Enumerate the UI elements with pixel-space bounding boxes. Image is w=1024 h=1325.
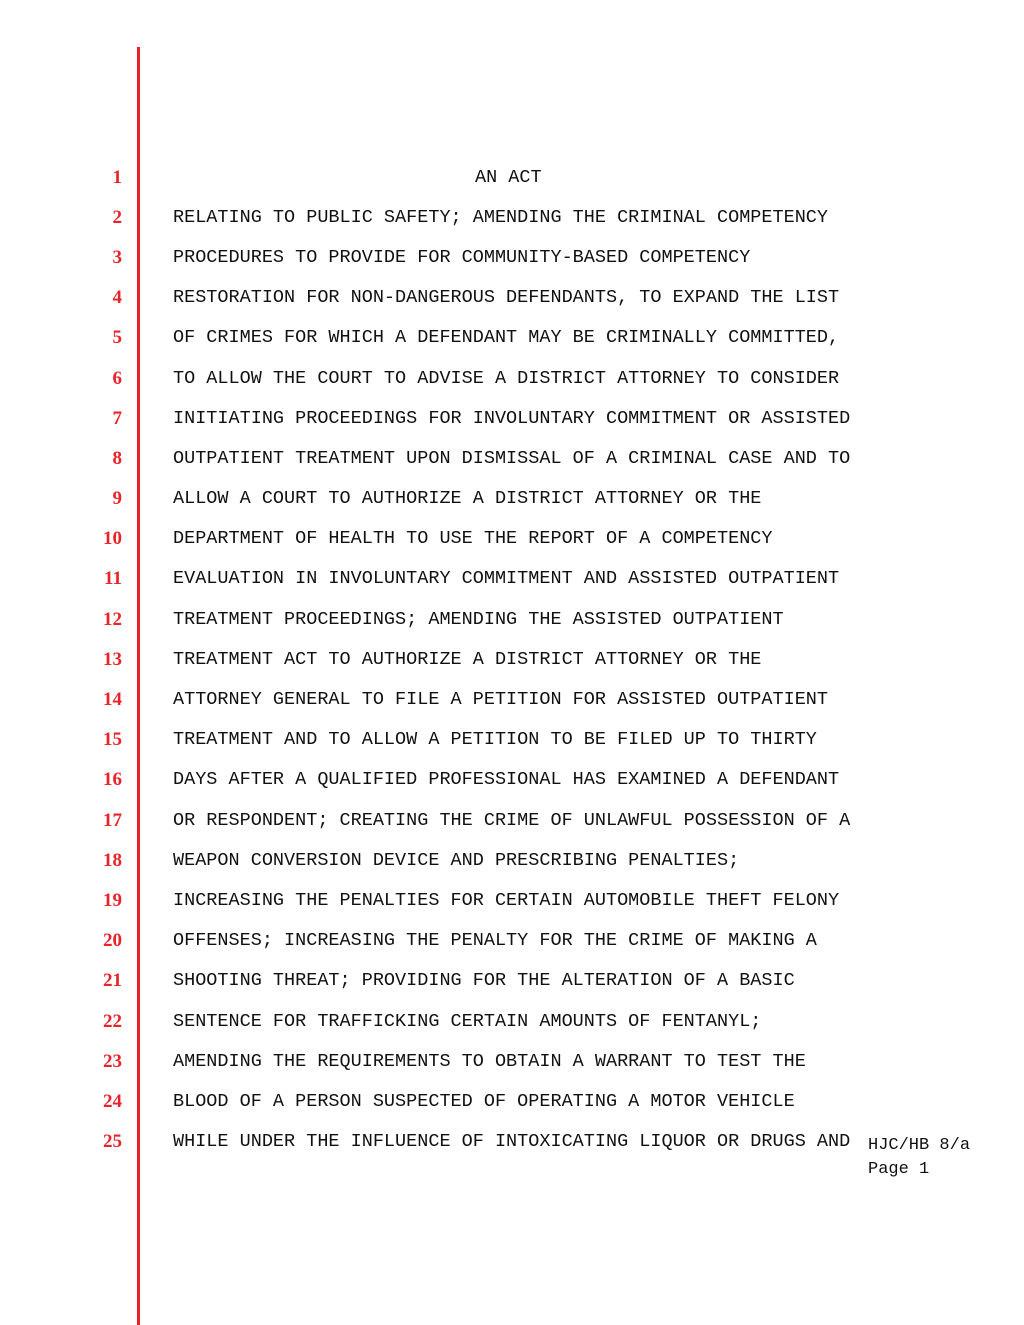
text-line: ALLOW A COURT TO AUTHORIZE A DISTRICT ATTORNEY OR THE [173,488,762,509]
line-number: 11 [104,568,122,589]
line-number: 14 [103,689,122,710]
line-number: 10 [103,528,122,549]
line-number: 15 [103,729,122,750]
text-line: TREATMENT AND TO ALLOW A PETITION TO BE FILED UP TO THIRTY [173,729,817,750]
line-number: 21 [103,970,122,991]
line-number: 23 [103,1051,122,1072]
line-number: 20 [103,930,122,951]
text-line: RELATING TO PUBLIC SAFETY; AMENDING THE CRIMINAL COMPETENCY [173,207,829,228]
line-number: 18 [103,850,122,871]
text-line: INCREASING THE PENALTIES FOR CERTAIN AUTOMOBILE THEFT FELONY [173,890,840,911]
line-number: 24 [103,1091,122,1112]
text-line: WHILE UNDER THE INFLUENCE OF INTOXICATING LIQUOR OR DRUGS AND [173,1131,851,1152]
text-line: RESTORATION FOR NON-DANGEROUS DEFENDANTS, TO EXPAND THE LIST [173,287,840,308]
text-line: TO ALLOW THE COURT TO ADVISE A DISTRICT ATTORNEY TO CONSIDER [173,368,840,389]
line-number: 19 [103,890,122,911]
text-line: AMENDING THE REQUIREMENTS TO OBTAIN A WARRANT TO TEST THE [173,1051,806,1072]
line-number: 5 [112,327,122,348]
line-number: 9 [112,488,122,509]
text-line: SENTENCE FOR TRAFFICKING CERTAIN AMOUNTS OF FENTANYL; [173,1011,762,1032]
text-line: DAYS AFTER A QUALIFIED PROFESSIONAL HAS EXAMINED A DEFENDANT [173,769,840,790]
line-number: 12 [103,609,122,630]
text-line: EVALUATION IN INVOLUNTARY COMMITMENT AND ASSISTED OUTPATIENT [173,568,840,589]
line-number: 13 [103,649,122,670]
text-line: PROCEDURES TO PROVIDE FOR COMMUNITY-BASED COMPETENCY [173,247,751,268]
line-number: 6 [112,368,122,389]
margin-rule [137,47,140,1325]
text-line: OR RESPONDENT; CREATING THE CRIME OF UNLAWFUL POSSESSION OF A [173,810,851,831]
line-number: 4 [112,287,122,308]
text-line: OF CRIMES FOR WHICH A DEFENDANT MAY BE CRIMINALLY COMMITTED, [173,327,840,348]
line-number: 3 [112,247,122,268]
text-line: WEAPON CONVERSION DEVICE AND PRESCRIBING PENALTIES; [173,850,740,871]
line-number: 1 [112,167,122,188]
text-line: ATTORNEY GENERAL TO FILE A PETITION FOR ASSISTED OUTPATIENT [173,689,829,710]
text-line: TREATMENT PROCEEDINGS; AMENDING THE ASSISTED OUTPATIENT [173,609,784,630]
text-line: OUTPATIENT TREATMENT UPON DISMISSAL OF A CRIMINAL CASE AND TO [173,448,851,469]
line-number: 22 [103,1011,122,1032]
text-line: TREATMENT ACT TO AUTHORIZE A DISTRICT ATTORNEY OR THE [173,649,762,670]
text-line: SHOOTING THREAT; PROVIDING FOR THE ALTERATION OF A BASIC [173,970,795,991]
line-number: 25 [103,1131,122,1152]
text-line: BLOOD OF A PERSON SUSPECTED OF OPERATING A MOTOR VEHICLE [173,1091,795,1112]
text-line: OFFENSES; INCREASING THE PENALTY FOR THE CRIME OF MAKING A [173,930,817,951]
line-number: 8 [112,448,122,469]
line-number: 16 [103,769,122,790]
document-title: AN ACT [475,167,542,188]
text-line: INITIATING PROCEEDINGS FOR INVOLUNTARY COMMITMENT OR ASSISTED [173,408,851,429]
text-line: DEPARTMENT OF HEALTH TO USE THE REPORT OF A COMPETENCY [173,528,773,549]
bill-code: HJC/HB 8/a [868,1136,971,1155]
line-number: 17 [103,810,122,831]
line-number: 2 [112,207,122,228]
line-number: 7 [112,408,122,429]
page-number: Page 1 [868,1160,930,1179]
